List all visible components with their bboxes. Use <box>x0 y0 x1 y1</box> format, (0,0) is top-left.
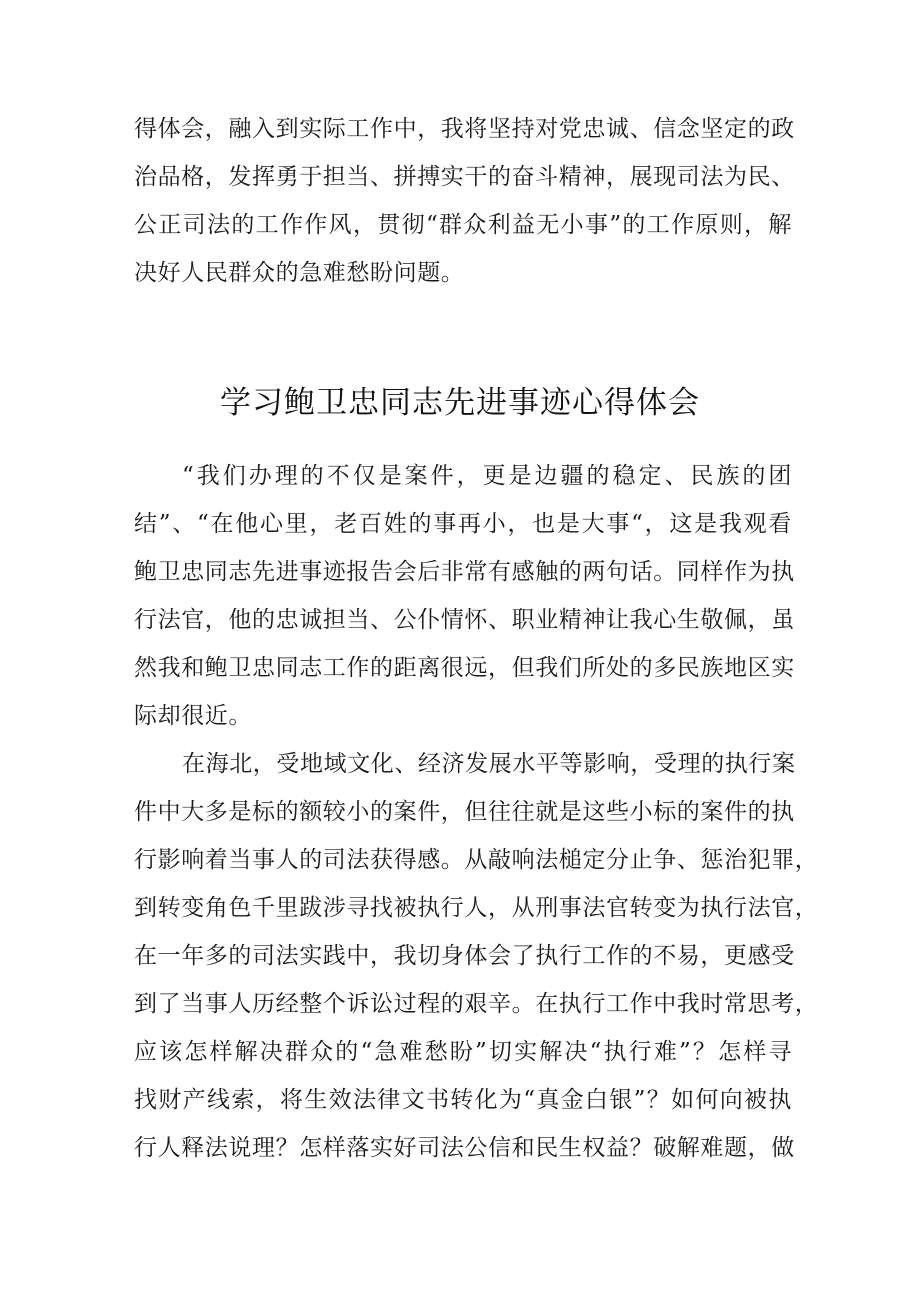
text-line: 结”、“在他心里，老百姓的事再小，也是大事“，这是我观看 <box>134 511 792 537</box>
text-line: 在一年多的司法实践中，我切身体会了执行工作的不易，更感受 <box>134 943 795 969</box>
text-line: 到转变角色千里跋涉寻找被执行人，从刑事法官转变为执行法官， <box>134 895 819 921</box>
text-line: 得体会，融入到实际工作中，我将坚持对党忠诚、信念坚定的政 <box>134 116 795 142</box>
text-line: 行人释法说理？怎样落实好司法公信和民生权益？破解难题，做 <box>134 1135 795 1161</box>
document-title: 学习鲍卫忠同志先进事迹心得体会 <box>220 384 700 421</box>
text-line: 公正司法的工作作风，贯彻“群众利益无小事”的工作原则，解 <box>134 212 792 238</box>
text-line: 鲍卫忠同志先进事迹报告会后非常有感触的两句话。同样作为执 <box>134 559 795 585</box>
text-line: 际却很近。 <box>134 703 252 729</box>
text-line: 在海北，受地域文化、经济发展水平等影响，受理的执行案 <box>182 751 796 777</box>
text-line: 决好人民群众的急难愁盼问题。 <box>134 260 465 286</box>
text-line: 然我和鲍卫忠同志工作的距离很远，但我们所处的多民族地区实 <box>134 655 795 681</box>
text-line: 件中大多是标的额较小的案件，但往往就是这些小标的案件的执 <box>134 799 795 825</box>
paragraph-2 <box>134 740 819 1172</box>
text-line: 到了当事人历经整个诉讼过程的艰辛。在执行工作中我时常思考， <box>134 991 819 1017</box>
continued-paragraph <box>134 105 795 297</box>
text-line: “我们办理的不仅是案件，更是边疆的稳定、民族的团 <box>182 463 792 489</box>
paragraph-1 <box>134 452 795 740</box>
text-line: 行法官，他的忠诚担当、公仆情怀、职业精神让我心生敬佩，虽 <box>134 607 795 633</box>
text-line: 应该怎样解决群众的“急难愁盼”切实解决“执行难”？怎样寻 <box>134 1039 792 1065</box>
text-line: 治品格，发挥勇于担当、拼搏实干的奋斗精神，展现司法为民、 <box>134 164 795 190</box>
text-line: 行影响着当事人的司法获得感。从敲响法槌定分止争、惩治犯罪， <box>134 847 819 873</box>
text-line: 找财产线索，将生效法律文书转化为“真金白银”？如何向被执 <box>134 1087 792 1113</box>
